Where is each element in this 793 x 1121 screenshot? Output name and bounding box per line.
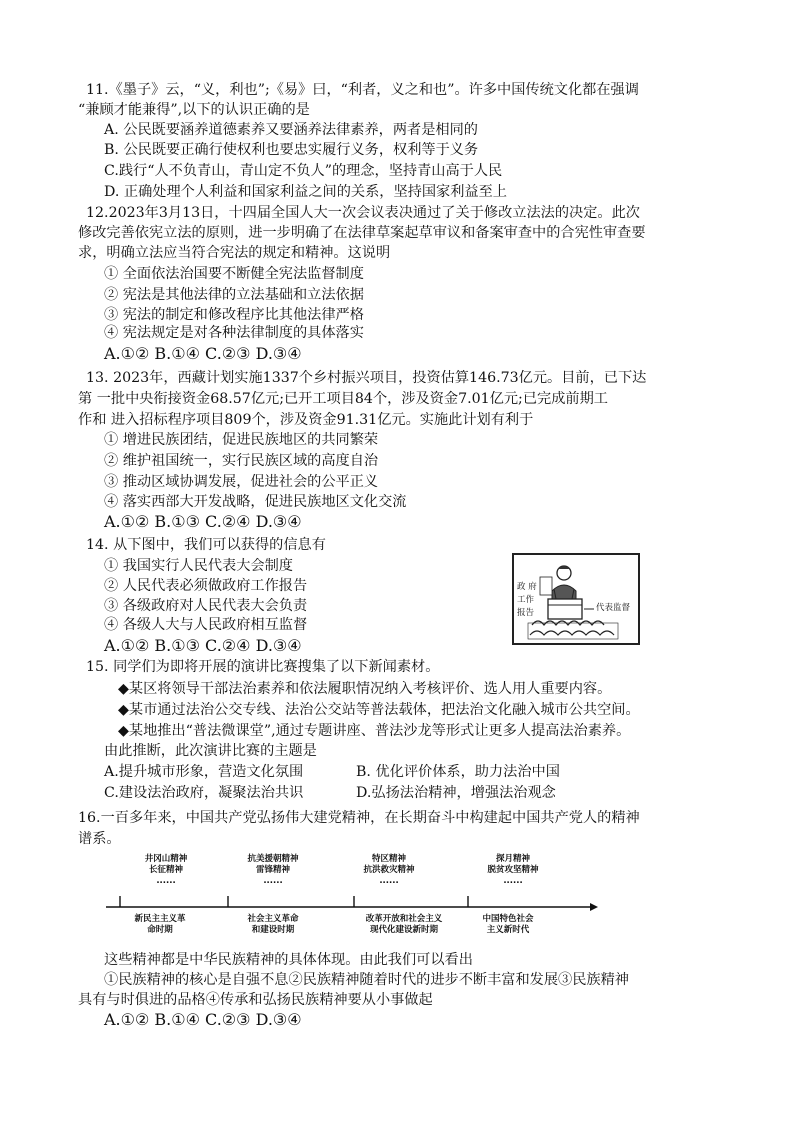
timeline-period-4: 中国特色社会 主义新时代 [482, 914, 534, 935]
q15-option-b: B. 优化评价体系，助力法治中国 [356, 764, 560, 780]
q15-option-a: A.提升城市形象，营造文化氛围 [104, 764, 304, 780]
figure-label-gov-2: 工作 [517, 595, 535, 605]
q16-lead: 这些精神都是中华民族精神的具体体现。由此我们可以看出 [104, 952, 473, 968]
q16-stem-line1: 16.一百多年来，中国共产党弘扬伟大建党精神，在长期奋斗中构建起中国共产党人的精神 [78, 810, 640, 826]
cartoon-drawing [514, 555, 638, 643]
q12-stem-line1: 12.2023年3月13日，十四届全国人大一次会议表决通过了关于修改立法法的决定。此次 [86, 205, 640, 221]
q13-stem-line2: 第 一批中央衔接资金68.57亿元;已开工项目84个，涉及资金7.01亿元;已完成前期工 [78, 391, 608, 407]
q12-item-1: ① 全面依法治国要不断健全宪法监督制度 [104, 266, 364, 282]
q14-item-4: ④ 各级人大与人民政府相互监督 [104, 617, 308, 633]
figure-label-supervision: 代表监督 [596, 603, 631, 613]
q16-answer-choices: A.①② B.①④ C.②③ D.③④ [104, 1010, 302, 1029]
q11-option-a: A. 公民既要涵养道德素养又要涵养法律素养，两者是相同的 [104, 122, 478, 138]
q15-news-2: ◆某市通过法治公交专线、法治公交站等普法载体，把法治文化融入城市公共空间。 [118, 702, 640, 718]
q12-item-2: ② 宪法是其他法律的立法基础和立法依据 [104, 287, 364, 303]
timeline-top-4: 探月精神 脱贫攻坚精神 ...... [487, 854, 539, 886]
figure-label-gov-1: 政 府 [517, 582, 537, 592]
timeline-period-3: 改革开放和社会主义 现代化建设新时期 [365, 914, 443, 935]
timeline-top-1: 井冈山精神 长征精神 ...... [144, 854, 188, 886]
q14-item-1: ① 我国实行人民代表大会制度 [104, 558, 293, 574]
timeline-top-2: 抗美援朝精神 雷锋精神 ...... [247, 854, 299, 886]
q12-stem-line2: 修改完善依宪立法的原则，进一步明确了在法律草案起草审议和备案审查中的合宪性审查要 [78, 225, 646, 241]
figure-label-gov-3: 报告 [517, 608, 535, 618]
q13-stem-line3: 作和 进入招标程序项目809个，涉及资金91.31亿元。实施此计划有利于 [78, 412, 534, 428]
q11-option-b: B. 公民既要正确行使权利也要忠实履行义务，权利等于义务 [104, 142, 479, 158]
q12-item-3: ③ 宪法的制定和修改程序比其他法律严格 [104, 307, 364, 323]
q15-option-d: D.弘扬法治精神，增强法治观念 [356, 785, 556, 801]
q11-stem-line2: “兼顾才能兼得”,以下的认识正确的是 [78, 102, 310, 118]
q14-answer-choices: A.①② B.①③ C.②④ D.③④ [104, 636, 302, 655]
q13-item-2: ② 维护祖国统一，实行民族区域的高度自治 [104, 453, 379, 469]
q12-item-4: ④ 宪法规定是对各种法律制度的具体落实 [104, 325, 364, 341]
q16-stem-line2: 谱系。 [78, 831, 121, 847]
q13-answer-choices: A.①② B.①③ C.②④ D.③④ [104, 512, 302, 531]
q11-stem-line1: 11.《墨子》云，“义，利也”;《易》曰，“利者，义之和也”。许多中国传统文化都在强调 [86, 82, 639, 98]
q14-stem: 14. 从下图中，我们可以获得的信息有 [86, 537, 326, 553]
q15-option-c: C.建设法治政府，凝聚法治共识 [104, 785, 304, 801]
q13-stem-line1: 13. 2023年，西藏计划实施1337个乡村振兴项目，投资估算146.73亿元。目前，已下达 [86, 370, 647, 386]
q14-item-3: ③ 各级政府对人民代表大会负责 [104, 598, 308, 614]
q15-lead: 由此推断，此次演讲比赛的主题是 [104, 743, 317, 759]
timeline-period-1: 新民主主义革 命时期 [134, 914, 186, 935]
q12-stem-line3: 求，明确立法应当符合宪法的规定和精神。这说明 [78, 245, 391, 261]
q11-option-d: D. 正确处理个人利益和国家利益之间的关系，坚持国家利益至上 [104, 184, 507, 200]
timeline-top-3: 特区精神 抗洪救灾精神 ...... [363, 854, 415, 886]
q15-news-1: ◆某区将领导干部法治素养和依法履职情况纳入考核评价、选人用人重要内容。 [118, 681, 612, 697]
q13-item-3: ③ 推动区域协调发展，促进社会的公平正义 [104, 474, 379, 490]
q13-item-4: ④ 落实西部大开发战略，促进民族地区文化交流 [104, 494, 407, 510]
q13-item-1: ① 增进民族团结，促进民族地区的共同繁荣 [104, 432, 379, 448]
q16-body-line1: ①民族精神的核心是自强不息②民族精神随着时代的进步不断丰富和发展③民族精神 [104, 972, 629, 988]
q15-stem: 15. 同学们为即将开展的演讲比赛搜集了以下新闻素材。 [86, 659, 440, 675]
q15-news-3: ◆某地推出“普法微课堂”,通过专题讲座、普法沙龙等形式让更多人提高法治素养。 [118, 723, 631, 739]
q14-cartoon-figure [512, 553, 640, 645]
timeline-period-2: 社会主义革命 和建设时期 [247, 914, 299, 935]
q11-option-c: C.践行“人不负青山，青山定不负人”的理念，坚持青山高于人民 [104, 163, 503, 179]
q12-answer-choices: A.①② B.①④ C.②③ D.③④ [104, 344, 302, 363]
spirit-timeline [100, 850, 600, 950]
q14-item-2: ② 人民代表必须做政府工作报告 [104, 578, 308, 594]
q16-body-line2: 具有与时俱进的品格④传承和弘扬民族精神要从小事做起 [78, 992, 433, 1008]
